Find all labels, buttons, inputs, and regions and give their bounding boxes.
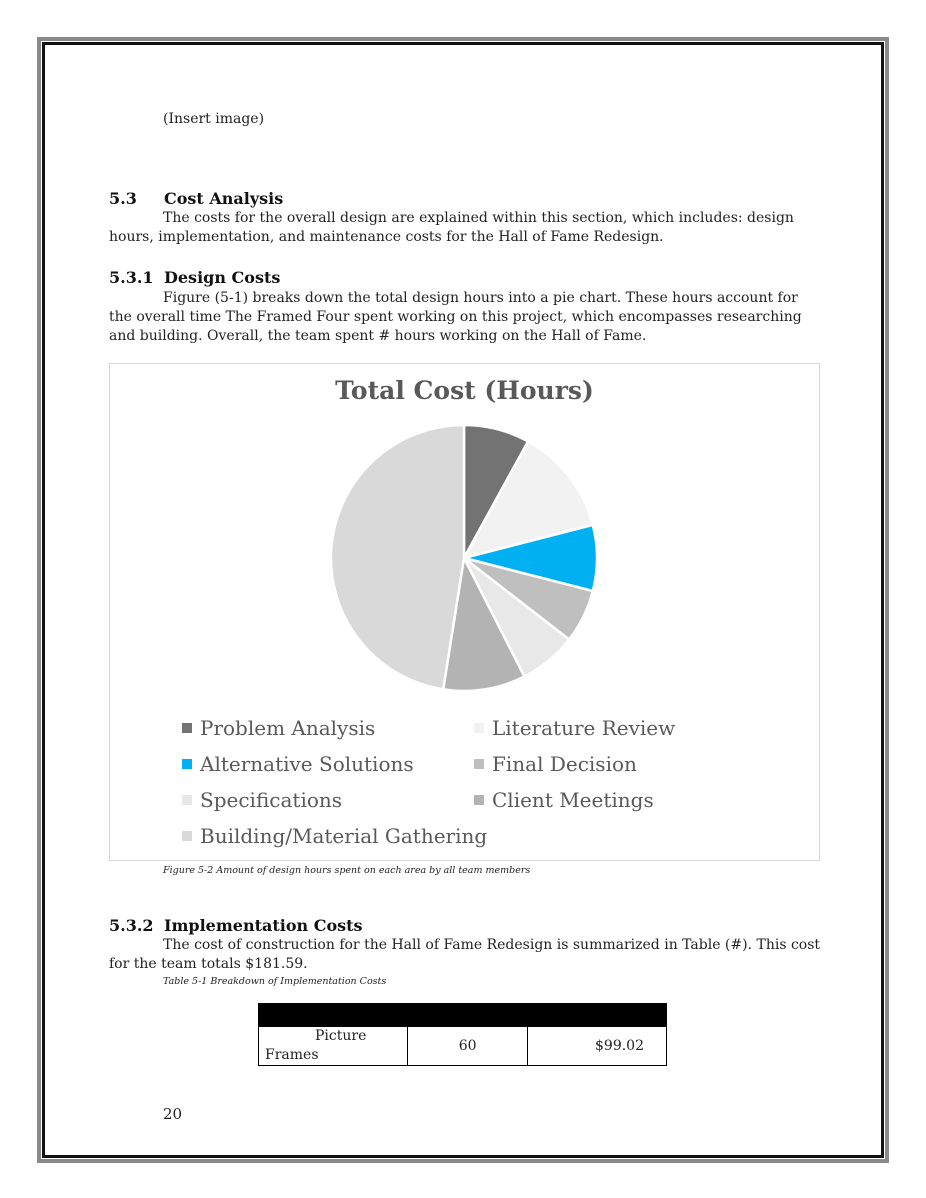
legend-swatch — [182, 831, 192, 841]
section-5-3-body: The costs for the overall design are explained within this section, which includes: design hours, implementation, and maintenance costs for the Hall of Fame Redesign. — [109, 210, 794, 245]
section-5-3-2-heading — [109, 916, 363, 935]
legend-item — [182, 787, 342, 813]
section-5-3-1-body: Figure (5-1) breaks down the total design hours into a pie chart. These hours account for the overall time The Framed Four spent working on this project, which encompasses researching and building. Overall, the team spent # hours working on the Hall of Fame. — [109, 290, 802, 344]
legend-swatch — [474, 795, 484, 805]
table-header-row — [259, 1004, 667, 1027]
legend-item — [182, 715, 375, 741]
cost-cell: $99.02 — [528, 1027, 667, 1066]
table-header-cell — [259, 1004, 408, 1027]
legend-item — [474, 787, 654, 813]
section-number: 5.3 — [109, 189, 137, 208]
item-name-line1: Picture — [315, 1028, 367, 1044]
section-title: Implementation Costs — [164, 916, 363, 935]
legend-swatch — [474, 759, 484, 769]
legend-label: Literature Review — [492, 716, 676, 740]
legend-item — [474, 751, 637, 777]
legend-label: Alternative Solutions — [200, 752, 414, 776]
page-number: 20 — [163, 1105, 183, 1123]
item-cell — [259, 1027, 408, 1066]
legend-swatch — [182, 723, 192, 733]
legend-label: Specifications — [200, 788, 343, 812]
pie-chart — [109, 363, 820, 861]
legend-swatch — [182, 795, 192, 805]
legend-label: Final Decision — [492, 752, 637, 776]
table-caption: Table 5-1 Breakdown of Implementation Costs — [163, 976, 387, 987]
legend-swatch — [474, 723, 484, 733]
figure-caption: Figure 5-2 Amount of design hours spent on each area by all team members — [163, 865, 531, 876]
section-5-3-2-body: The cost of construction for the Hall of Fame Redesign is summarized in Table (#). This cost for the team totals $181.59. — [109, 937, 821, 972]
legend-label: Client Meetings — [492, 788, 654, 812]
legend-item — [182, 823, 487, 849]
section-title: Cost Analysis — [164, 189, 284, 208]
section-5-3-heading — [109, 189, 283, 208]
implementation-costs-table — [258, 1003, 667, 1066]
item-name-line2: Frames — [265, 1047, 319, 1063]
insert-image-placeholder: (Insert image) — [163, 111, 265, 127]
section-number: 5.3.1 — [109, 268, 154, 287]
section-title: Design Costs — [164, 268, 281, 287]
table-row — [259, 1027, 667, 1066]
legend-item — [182, 751, 414, 777]
legend-item — [474, 715, 675, 741]
quantity-cell: 60 — [408, 1027, 528, 1066]
pie-slice-building-material-gathering — [331, 425, 464, 689]
chart-title: Total Cost (Hours) — [335, 376, 594, 405]
legend-swatch — [182, 759, 192, 769]
legend-label: Building/Material Gathering — [200, 824, 488, 848]
table-header-cell — [408, 1004, 528, 1027]
pie-chart-plot — [110, 364, 819, 860]
section-number: 5.3.2 — [109, 916, 154, 935]
table-header-cell — [528, 1004, 667, 1027]
section-5-3-1-heading — [109, 268, 280, 287]
legend-label: Problem Analysis — [200, 716, 376, 740]
